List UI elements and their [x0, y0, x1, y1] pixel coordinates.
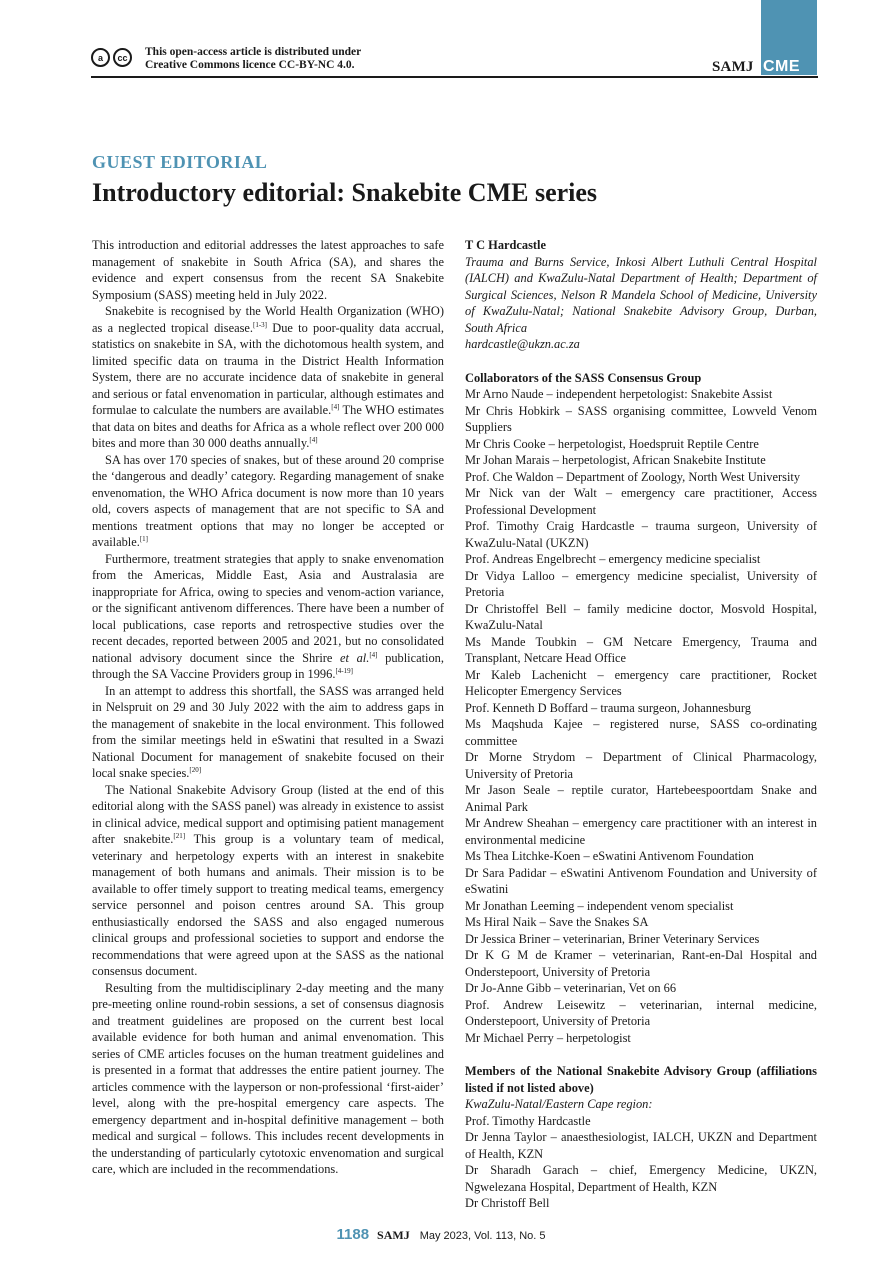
list-item: Prof. Andreas Engelbrecht – emergency medicine specialist [465, 552, 761, 566]
footer-issue: May 2023, Vol. 113, No. 5 [419, 1230, 546, 1242]
citation[interactable]: [4] [309, 435, 318, 444]
list-item: Dr Morne Strydom – Department of Clinical Pharmacology, University of Pretoria [465, 750, 817, 781]
members-heading: Members of the National Snakebite Advisory Group (affiliations listed if not listed above) [465, 1064, 817, 1095]
footer-journal: SAMJ [377, 1228, 410, 1242]
citation[interactable]: [4] [331, 402, 340, 411]
body-column-right [465, 237, 817, 1212]
list-item: Dr Jenna Taylor – anaesthesiologist, IALCH, UKZN and Department of Health, KZN [465, 1130, 817, 1161]
list-item: Prof. Kenneth D Boffard – trauma surgeon, Johannesburg [465, 700, 751, 715]
list-item: Mr Andrew Sheahan – emergency care practitioner with an interest in environmental medicine [465, 816, 817, 847]
license-icons [91, 48, 132, 67]
list-item: Dr Jessica Briner – veterinarian, Briner Veterinary Services [465, 931, 760, 946]
list-item: Mr Michael Perry – herpetologist [465, 1030, 631, 1045]
list-item: Dr K G M de Kramer – veterinarian, Rant-en-Dal Hospital and Onderstepoort, University of Pretoria [465, 948, 817, 979]
list-item: Ms Thea Litchke-Koen – eSwatini Antivenom Foundation [465, 849, 754, 863]
body-column-left [92, 237, 444, 1178]
journal-logo: SAMJ [712, 59, 754, 75]
collaborators-list [465, 386, 817, 1046]
list-item: Ms Hiral Naik – Save the Snakes SA [465, 915, 649, 929]
body-paragraph: This introduction and editorial addresses the latest approaches to safe management of snakebite in South Africa (SA), and shares the evidence and expert consensus from the recent SA Snakebite Symposium (SASS) meeting held in July 2022. [92, 238, 444, 302]
list-item: Mr Arno Naude – independent herpetologist: Snakebite Assist [465, 387, 773, 401]
author-email[interactable]: hardcastle@ukzn.ac.za [465, 337, 580, 351]
citation[interactable]: [1-3] [253, 320, 267, 329]
list-item: Dr Jo-Anne Gibb – veterinarian, Vet on 66 [465, 981, 677, 995]
body-paragraph: The National Snakebite Advisory Group (listed at the end of this editorial along with the SASS panel) was already in existence to assist in clinical advice, medical support and optimising patient management after snakebite.[21] This group is a voluntary team of medical, veterinary and herpetology experts with an interest in snakebite management of both humans and animals. Their mission is to be available to offer timely support to treating medical teams, emergency service personnel and poison centres around SA. This group enthusiastically endorsed the SASS and also engaged numerous clinical groups and professional societies to support and endorse the recommendations that were agreed upon at the SASS as the national consensus document. [92, 782, 444, 978]
list-item: Prof. Che Waldon – Department of Zoology, North West University [465, 469, 801, 484]
section-label: GUEST EDITORIAL [92, 152, 268, 172]
license-line-1: This open-access article is distributed under [145, 46, 362, 58]
list-item: Mr Kaleb Lachenicht – emergency care practitioner, Rocket Helicopter Emergency Services [465, 667, 817, 698]
body-paragraph: SA has over 170 species of snakes, but of these around 20 comprise the ‘dangerous and deadly’ category. Regarding management of snake envenomation, the WHO Africa document is now more than 10 years old, covers aspects of management that are not specific to SA and mentions treatment options that may no longer be accepted or available.[1] [92, 452, 444, 549]
list-item: Prof. Timothy Hardcastle [465, 1113, 591, 1128]
list-item: Dr Christoff Bell [465, 1196, 550, 1210]
list-item: Mr Chris Cooke – herpetologist, Hoedspruit Reptile Centre [465, 436, 759, 451]
license-notice [145, 46, 361, 72]
page-number: 1188 [336, 1226, 370, 1243]
creative-commons-icon: cc [113, 48, 132, 67]
license-line-2: Creative Commons licence CC-BY-NC 4.0. [145, 59, 355, 71]
author-name: T C Hardcastle [465, 238, 546, 252]
list-item: Mr Johan Marais – herpetologist, African Snakebite Institute [465, 453, 766, 467]
cme-logo: CME [763, 58, 801, 75]
list-item: Prof. Timothy Craig Hardcastle – trauma surgeon, University of KwaZulu-Natal (UKZN) [465, 519, 817, 550]
citation[interactable]: [4] [369, 650, 378, 659]
body-paragraph: Snakebite is recognised by the World Health Organization (WHO) as a neglected tropical disease.[1-3] Due to poor-quality data accrual, statistics on snakebite in SA, with the dichotomous health system, and limited specific data on trauma in the District Health Information System, there are no accurate incidence data of snakebite in general and serious or fatal envenomation in particular, although estimates and formulae to calculate the numbers are available.[4] The WHO estimates that data on bites and deaths for Africa as a whole reflect over 200 000 bites and more than 30 000 deaths annually.[4] [92, 304, 444, 450]
list-item: Mr Nick van der Walt – emergency care practitioner, Access Professional Development [465, 486, 817, 517]
list-item: Mr Chris Hobkirk – SASS organising committee, Lowveld Venom Suppliers [465, 403, 817, 434]
members-list [465, 1113, 817, 1212]
page-footer [0, 1226, 882, 1243]
list-item: Prof. Andrew Leisewitz – veterinarian, internal medicine, Onderstepoort, University of Pretoria [465, 997, 817, 1028]
collaborators-heading: Collaborators of the SASS Consensus Group [465, 370, 702, 385]
body-paragraph: Furthermore, treatment strategies that apply to snake envenomation from the Americas, Middle East, Asia and Australasia are inappropriate for Africa, owing to species and venom-action variance, or the significant antivenom differences. There have been a number of local publications, case reports and retrospective studies over the recent decades, reported between 2005 and 2021, but no consolidated national advisory document since the Shrire et al.[4] publication, through the SA Vaccine Providers group in 1996.[4-19] [92, 551, 444, 681]
citation[interactable]: [1] [139, 534, 148, 543]
open-access-icon: a [91, 48, 110, 67]
header-rule [91, 76, 818, 78]
list-item: Dr Christoffel Bell – family medicine doctor, Mosvold Hospital, KwaZulu-Natal [465, 601, 817, 632]
body-paragraph: In an attempt to address this shortfall, the SASS was arranged held in Nelspruit on 29 and 30 July 2022 with the aim to address gaps in the management of snakebite in the local environment. This followed from the similar meetings held in eSwatini that resulted in a Swazi National Document for management of snakebite focused on their local snake species.[20] [92, 683, 444, 780]
list-item: Dr Sharadh Garach – chief, Emergency Medicine, UKZN, Ngwelezana Hospital, Department of Health, KZN [465, 1163, 817, 1194]
list-item: Mr Jason Seale – reptile curator, Hartebeespoortdam Snake and Animal Park [465, 783, 817, 814]
members-region: KwaZulu-Natal/Eastern Cape region: [465, 1097, 653, 1111]
list-item: Dr Sara Padidar – eSwatini Antivenom Foundation and University of eSwatini [465, 865, 817, 896]
author-affiliation: Trauma and Burns Service, Inkosi Albert Luthuli Central Hospital (IALCH) and KwaZulu-Natal Department of Health; Department of Surgical Sciences, Nelson R Mandela School of Medicine, University of KwaZulu-Natal; National Snakebite Advisory Group, Durban, South Africa [465, 254, 817, 335]
list-item: Ms Maqshuda Kajee – registered nurse, SASS co-ordinating committee [465, 717, 817, 748]
citation[interactable]: [21] [173, 831, 186, 840]
list-item: Dr Vidya Lalloo – emergency medicine specialist, University of Pretoria [465, 568, 817, 599]
body-paragraph: Resulting from the multidisciplinary 2-day meeting and the many pre-meeting online round-robin sessions, a set of consensus diagnosis and treatment guidelines are proposed on the current best local available evidence for both human and animal envenomation. This series of CME articles focuses on the human treatment guidelines and is presented in a format that addresses the entire patient journey. The articles commence with the layperson or non-professional ‘first-aider’ level, along with the pre-hospital emergency care aspects. The emergency department and in-hospital definitive management – both medical and surgical – follows. This includes recent developments in the understanding of particularly cytotoxic envenomation and surgical care, which are included in the recommendations. [92, 980, 444, 1176]
list-item: Mr Jonathan Leeming – independent venom specialist [465, 898, 734, 913]
citation[interactable]: [4-19] [335, 666, 353, 675]
citation[interactable]: [20] [189, 765, 202, 774]
article-title: Introductory editorial: Snakebite CME series [92, 178, 598, 207]
list-item: Ms Mande Toubkin – GM Netcare Emergency, Trauma and Transplant, Netcare Head Office [465, 634, 817, 665]
